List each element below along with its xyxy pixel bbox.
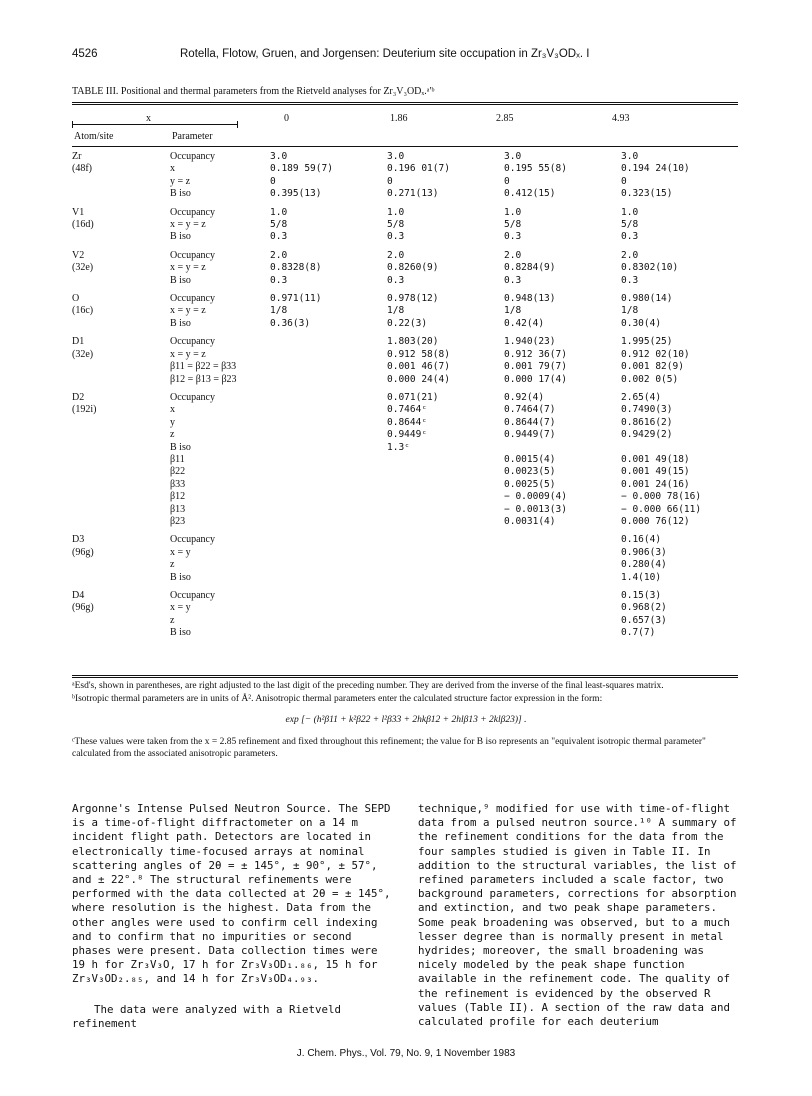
atom-site-cell: Zr bbox=[72, 151, 82, 162]
value-cell bbox=[270, 584, 387, 602]
value-cell bbox=[270, 528, 387, 546]
value-cell: 0.3 bbox=[270, 231, 288, 243]
value-cell: 1.0 bbox=[504, 206, 522, 218]
atom-site-cell: (32e) bbox=[72, 348, 94, 360]
value-cell: 5/8 bbox=[270, 219, 288, 231]
atom-site-cell: (96g) bbox=[72, 546, 94, 558]
table-row bbox=[72, 547, 738, 559]
value-cell bbox=[270, 429, 387, 441]
head-parameter: Parameter bbox=[172, 131, 213, 142]
value-cell bbox=[387, 479, 504, 491]
value-cell: 0.3 bbox=[621, 274, 639, 286]
table-row bbox=[72, 201, 738, 219]
value-cell: 0.7(7) bbox=[621, 627, 656, 639]
atom-site-cell bbox=[72, 504, 170, 516]
value-cell: 0.912 36(7) bbox=[504, 348, 567, 360]
value-cell: 1.995(25) bbox=[621, 336, 673, 348]
table-head-rule bbox=[72, 146, 738, 147]
value-cell: 0.971(11) bbox=[270, 293, 322, 305]
atom-site-cell bbox=[72, 442, 170, 454]
value-cell bbox=[270, 374, 387, 386]
value-cell: 0.0031(4) bbox=[504, 515, 556, 527]
value-cell: 0.412(15) bbox=[504, 188, 556, 200]
parameter-cell: Occupancy bbox=[170, 249, 215, 261]
value-cell bbox=[387, 602, 504, 614]
atom-site-cell: (192i) bbox=[72, 404, 97, 416]
value-cell bbox=[504, 584, 621, 602]
atom-site-cell bbox=[72, 516, 170, 528]
value-cell bbox=[504, 615, 621, 627]
value-cell: 0.3 bbox=[270, 274, 288, 286]
table-row bbox=[72, 404, 738, 416]
value-cell: 0.189 59(7) bbox=[270, 163, 333, 175]
value-cell: 0.36(3) bbox=[270, 317, 311, 329]
value-cell: 3.0 bbox=[621, 151, 639, 162]
value-cell: 0.000 24(4) bbox=[387, 373, 450, 385]
atom-site-cell: O bbox=[72, 293, 80, 305]
body-paragraph: Argonne's Intense Pulsed Neutron Source. The SEPD is a time-of-flight diffractometer on a 14 m incident flight path. Detectors are located in electronically time-focused arrays at nominal scattering angles of 2θ = ± 145°, ± 90°, ± 57°, and ± 22°.⁸ The structural refinements were performed with the data collected at 2θ = ± 145°, where resolution is the highest. Data from the other angles were used to confirm cell indexing and to confirm that no impurities or second phases were present. Data collection times were 19 h for Zr₃V₃O, 17 h for Zr₃V₃OD₁.₈₆, 15 h for Zr₃V₃OD₂.₈₅, and 14 h for Zr₃V₃OD₄.₉₃. bbox=[72, 802, 391, 986]
value-cell: 0.980(14) bbox=[621, 293, 673, 305]
parameter-cell: β12 = β13 = β23 bbox=[170, 373, 237, 385]
value-cell: 1.0 bbox=[621, 206, 639, 218]
table-row bbox=[72, 275, 738, 287]
atom-site-cell bbox=[72, 559, 170, 571]
value-cell bbox=[387, 547, 504, 559]
table-row bbox=[72, 627, 738, 639]
value-cell: 0.8644ᶜ bbox=[387, 416, 428, 428]
atom-site-cell: D4 bbox=[72, 590, 85, 601]
x-label: x bbox=[146, 113, 151, 124]
value-cell: 0.22(3) bbox=[387, 317, 428, 329]
value-cell bbox=[270, 349, 387, 361]
atom-site-cell bbox=[72, 188, 170, 200]
table-row bbox=[72, 287, 738, 305]
value-cell: 0.8644(7) bbox=[504, 416, 556, 428]
value-cell bbox=[270, 330, 387, 348]
atom-site-cell: (48f) bbox=[72, 163, 92, 175]
parameter-cell: x = y bbox=[170, 602, 191, 614]
value-cell: 1/8 bbox=[387, 305, 405, 317]
value-cell: 0 bbox=[621, 175, 627, 187]
value-cell bbox=[387, 516, 504, 528]
value-cell: − 0.0013(3) bbox=[504, 503, 567, 515]
value-cell bbox=[270, 504, 387, 516]
running-title: Rotella, Flotow, Gruen, and Jorgensen: Deuterium site occupation in Zr₃V₃ODₓ. I bbox=[180, 48, 590, 60]
body-column-left bbox=[72, 802, 392, 1031]
value-cell bbox=[504, 559, 621, 571]
parameter-cell: B iso bbox=[170, 231, 191, 243]
table-row bbox=[72, 572, 738, 584]
value-cell bbox=[270, 491, 387, 503]
value-cell bbox=[270, 627, 387, 639]
table-top-rule-2 bbox=[72, 104, 738, 105]
value-cell bbox=[387, 466, 504, 478]
value-cell bbox=[270, 466, 387, 478]
atom-site-cell: D2 bbox=[72, 391, 85, 403]
value-cell: 2.0 bbox=[621, 249, 639, 261]
parameter-cell: B iso bbox=[170, 571, 191, 583]
value-cell bbox=[270, 442, 387, 454]
value-cell: 0.657(3) bbox=[621, 614, 667, 626]
value-cell: 0.42(4) bbox=[504, 317, 545, 329]
atom-site-cell bbox=[72, 572, 170, 584]
table-row bbox=[72, 386, 738, 404]
value-cell: 0.8302(10) bbox=[621, 262, 679, 274]
value-cell: 0.000 76(12) bbox=[621, 515, 690, 527]
atom-site-cell bbox=[72, 275, 170, 287]
atom-site-cell bbox=[72, 176, 170, 188]
value-cell bbox=[270, 417, 387, 429]
value-cell: 0 bbox=[387, 175, 393, 187]
value-cell bbox=[270, 559, 387, 571]
table-row bbox=[72, 219, 738, 231]
value-cell: 1.803(20) bbox=[387, 336, 439, 348]
atom-site-cell: (32e) bbox=[72, 262, 94, 274]
value-cell: 0.001 49(18) bbox=[621, 453, 690, 465]
value-cell bbox=[270, 615, 387, 627]
value-cell: 0.30(4) bbox=[621, 317, 662, 329]
table-caption: TABLE III. Positional and thermal parameters from the Rietveld analyses for Zr₃V₃ODₓ.ᵃ'ᵇ bbox=[72, 86, 435, 97]
table-row bbox=[72, 429, 738, 441]
x-value-1: 1.86 bbox=[390, 113, 408, 124]
atom-site-cell bbox=[72, 361, 170, 373]
atom-site-cell: (96g) bbox=[72, 602, 94, 614]
value-cell: 0.3 bbox=[504, 231, 522, 243]
table-row bbox=[72, 559, 738, 571]
value-cell: 0.912 58(8) bbox=[387, 348, 450, 360]
atom-site-cell: (16c) bbox=[72, 305, 94, 317]
value-cell: 0.7464ᶜ bbox=[387, 404, 428, 416]
parameter-cell: Occupancy bbox=[170, 391, 215, 403]
parameter-cell: x = y bbox=[170, 546, 191, 558]
value-cell: 0.000 17(4) bbox=[504, 373, 567, 385]
parameter-cell: x = y = z bbox=[170, 219, 206, 231]
value-cell bbox=[387, 504, 504, 516]
atom-site-cell bbox=[72, 627, 170, 639]
x-span-line bbox=[72, 124, 238, 125]
parameter-cell: Occupancy bbox=[170, 534, 215, 546]
value-cell: 0.001 46(7) bbox=[387, 361, 450, 373]
value-cell: 0.912 02(10) bbox=[621, 348, 690, 360]
parameter-cell: z bbox=[170, 559, 175, 571]
table-row bbox=[72, 151, 738, 163]
table-footnotes bbox=[72, 680, 740, 761]
value-cell: 0.194 24(10) bbox=[621, 163, 690, 175]
footnote-equation: exp [− (h²β11 + k²β22 + l²β33 + 2hkβ12 + 2hlβ13 + 2klβ23)] . bbox=[285, 715, 527, 726]
parameter-cell: β23 bbox=[170, 515, 186, 527]
value-cell bbox=[270, 361, 387, 373]
value-cell: 0.15(3) bbox=[621, 590, 662, 601]
atom-site-cell bbox=[72, 429, 170, 441]
table-row bbox=[72, 417, 738, 429]
atom-site-cell bbox=[72, 615, 170, 627]
journal-footer: J. Chem. Phys., Vol. 79, No. 9, 1 November 1983 bbox=[296, 1048, 516, 1059]
value-cell: 1/8 bbox=[504, 305, 522, 317]
table-row bbox=[72, 491, 738, 503]
parameter-cell: Occupancy bbox=[170, 336, 215, 348]
parameter-cell: Occupancy bbox=[170, 590, 215, 601]
value-cell bbox=[270, 516, 387, 528]
value-cell bbox=[504, 627, 621, 639]
atom-site-cell bbox=[72, 374, 170, 386]
parameter-cell: B iso bbox=[170, 188, 191, 200]
value-cell: 0.271(13) bbox=[387, 188, 439, 200]
value-cell bbox=[621, 442, 738, 454]
value-cell bbox=[387, 491, 504, 503]
parameter-cell: x bbox=[170, 404, 175, 416]
value-cell: 0.8260(9) bbox=[387, 262, 439, 274]
table-row bbox=[72, 516, 738, 528]
table-row bbox=[72, 466, 738, 478]
value-cell bbox=[504, 572, 621, 584]
value-cell: 0.3 bbox=[387, 274, 405, 286]
value-cell: 1.940(23) bbox=[504, 336, 556, 348]
value-cell: − 0.000 66(11) bbox=[621, 503, 702, 515]
atom-site-cell: V2 bbox=[72, 249, 85, 261]
parameter-cell: y bbox=[170, 416, 175, 428]
table-row bbox=[72, 602, 738, 614]
value-cell: 0 bbox=[504, 175, 510, 187]
value-cell: 0.3 bbox=[504, 274, 522, 286]
parameter-cell: β22 bbox=[170, 466, 186, 478]
parameters-table bbox=[72, 151, 738, 640]
value-cell bbox=[387, 528, 504, 546]
value-cell: 0.8284(9) bbox=[504, 262, 556, 274]
parameter-cell: x bbox=[170, 163, 175, 175]
value-cell: 5/8 bbox=[504, 219, 522, 231]
value-cell bbox=[387, 615, 504, 627]
table-row bbox=[72, 479, 738, 491]
table-row bbox=[72, 349, 738, 361]
table-row bbox=[72, 305, 738, 317]
table-row bbox=[72, 188, 738, 200]
table-row bbox=[72, 442, 738, 454]
table-row bbox=[72, 374, 738, 386]
atom-site-cell: D3 bbox=[72, 534, 85, 546]
table-row bbox=[72, 318, 738, 330]
footnote-a: ᵃEsd's, shown in parentheses, are right adjusted to the last digit of the preceding number. They are derived from the inverse of the final least-squares matrix. bbox=[72, 681, 664, 691]
value-cell: 0.195 55(8) bbox=[504, 163, 567, 175]
value-cell bbox=[504, 602, 621, 614]
atom-site-cell: V1 bbox=[72, 206, 85, 218]
value-cell: 0.001 82(9) bbox=[621, 361, 684, 373]
page-number: 4526 bbox=[72, 48, 98, 60]
table-row bbox=[72, 244, 738, 262]
value-cell: 0 bbox=[270, 175, 276, 187]
value-cell: 0.16(4) bbox=[621, 534, 662, 546]
value-cell bbox=[504, 528, 621, 546]
value-cell: 3.0 bbox=[387, 151, 405, 162]
atom-site-cell bbox=[72, 417, 170, 429]
value-cell bbox=[387, 627, 504, 639]
value-cell bbox=[504, 442, 621, 454]
value-cell: 5/8 bbox=[387, 219, 405, 231]
x-value-3: 4.93 bbox=[612, 113, 630, 124]
value-cell: 0.001 24(16) bbox=[621, 478, 690, 490]
parameter-cell: β33 bbox=[170, 478, 186, 490]
parameter-cell: B iso bbox=[170, 627, 191, 639]
value-cell: 0.001 49(15) bbox=[621, 466, 690, 478]
value-cell: 3.0 bbox=[270, 151, 288, 162]
parameter-cell: Occupancy bbox=[170, 293, 215, 305]
table-row bbox=[72, 504, 738, 516]
value-cell bbox=[270, 479, 387, 491]
value-cell: 5/8 bbox=[621, 219, 639, 231]
atom-site-cell bbox=[72, 491, 170, 503]
value-cell: 0.978(12) bbox=[387, 293, 439, 305]
value-cell: 1/8 bbox=[270, 305, 288, 317]
footnote-c: ᶜThese values were taken from the x = 2.85 refinement and fixed throughout this refinement; the value for B iso represents an "equivalent isotropic thermal parameter" calculated from the associated anisotropic parameters. bbox=[72, 736, 706, 760]
value-cell bbox=[504, 547, 621, 559]
atom-site-cell bbox=[72, 479, 170, 491]
footnote-b: ᵇIsotropic thermal parameters are in units of Å². Anisotropic thermal parameters enter the calculated structure factor expression in the form: bbox=[72, 693, 603, 704]
parameter-cell: x = y = z bbox=[170, 348, 206, 360]
atom-site-cell bbox=[72, 318, 170, 330]
table-row bbox=[72, 584, 738, 602]
table-bottom-rule-2 bbox=[72, 677, 738, 678]
atom-site-cell bbox=[72, 231, 170, 243]
value-cell: 0.8616(2) bbox=[621, 416, 673, 428]
body-column-right bbox=[418, 802, 748, 1029]
value-cell: 0.071(21) bbox=[387, 391, 439, 403]
parameter-cell: β11 = β22 = β33 bbox=[170, 361, 237, 373]
value-cell bbox=[387, 559, 504, 571]
value-cell: 0.9429(2) bbox=[621, 429, 673, 441]
table-top-rule bbox=[72, 102, 738, 103]
value-cell: 0.9449ᶜ bbox=[387, 429, 428, 441]
parameter-cell: x = y = z bbox=[170, 262, 206, 274]
value-cell: 1.4(10) bbox=[621, 571, 662, 583]
value-cell: 0.968(2) bbox=[621, 602, 667, 614]
value-cell: 0.0015(4) bbox=[504, 453, 556, 465]
parameter-cell: z bbox=[170, 614, 175, 626]
value-cell: 3.0 bbox=[504, 151, 522, 162]
atom-site-cell: D1 bbox=[72, 336, 85, 348]
value-cell: 2.0 bbox=[270, 249, 288, 261]
value-cell: 0.001 79(7) bbox=[504, 361, 567, 373]
body-paragraph: The data were analyzed with a Rietveld refinement bbox=[72, 1002, 342, 1030]
value-cell bbox=[270, 602, 387, 614]
value-cell: 0.7464(7) bbox=[504, 404, 556, 416]
value-cell bbox=[270, 454, 387, 466]
value-cell: 0.0023(5) bbox=[504, 466, 556, 478]
value-cell: 0.0025(5) bbox=[504, 478, 556, 490]
value-cell: 0.7490(3) bbox=[621, 404, 673, 416]
atom-site-cell: (16d) bbox=[72, 219, 94, 231]
value-cell: 1/8 bbox=[621, 305, 639, 317]
value-cell: 1.0 bbox=[270, 206, 288, 218]
value-cell: 2.65(4) bbox=[621, 391, 662, 403]
value-cell: 2.0 bbox=[387, 249, 405, 261]
value-cell: 1.3ᶜ bbox=[387, 441, 410, 453]
value-cell: 0.92(4) bbox=[504, 391, 545, 403]
value-cell: 0.906(3) bbox=[621, 546, 667, 558]
atom-site-cell bbox=[72, 466, 170, 478]
table-row bbox=[72, 330, 738, 348]
table-row bbox=[72, 262, 738, 274]
value-cell: − 0.0009(4) bbox=[504, 491, 567, 503]
table-row bbox=[72, 231, 738, 243]
parameter-cell: B iso bbox=[170, 274, 191, 286]
value-cell: 0.280(4) bbox=[621, 559, 667, 571]
parameter-cell: β11 bbox=[170, 453, 185, 465]
parameter-cell: x = y = z bbox=[170, 305, 206, 317]
value-cell: 0.3 bbox=[621, 231, 639, 243]
value-cell: 0.002 0(5) bbox=[621, 373, 679, 385]
table-row bbox=[72, 176, 738, 188]
table-row bbox=[72, 361, 738, 373]
value-cell bbox=[387, 572, 504, 584]
value-cell: 0.395(13) bbox=[270, 188, 322, 200]
value-cell: 0.9449(7) bbox=[504, 429, 556, 441]
table-row bbox=[72, 163, 738, 175]
value-cell bbox=[270, 572, 387, 584]
parameter-cell: B iso bbox=[170, 441, 191, 453]
value-cell: 0.8328(8) bbox=[270, 262, 322, 274]
parameter-cell: β13 bbox=[170, 503, 186, 515]
value-cell: 2.0 bbox=[504, 249, 522, 261]
value-cell: 1.0 bbox=[387, 206, 405, 218]
table-row bbox=[72, 454, 738, 466]
parameter-cell: y = z bbox=[170, 175, 191, 187]
value-cell bbox=[270, 547, 387, 559]
value-cell bbox=[270, 386, 387, 404]
head-atom-site: Atom/site bbox=[74, 131, 114, 142]
value-cell bbox=[387, 454, 504, 466]
parameter-cell: B iso bbox=[170, 317, 191, 329]
parameter-cell: Occupancy bbox=[170, 206, 215, 218]
x-value-0: 0 bbox=[284, 113, 289, 124]
table-row bbox=[72, 528, 738, 546]
value-cell: 0.948(13) bbox=[504, 293, 556, 305]
x-value-2: 2.85 bbox=[496, 113, 514, 124]
value-cell bbox=[387, 584, 504, 602]
value-cell: 0.196 01(7) bbox=[387, 163, 450, 175]
value-cell: 0.323(15) bbox=[621, 188, 673, 200]
parameter-cell: Occupancy bbox=[170, 151, 215, 162]
atom-site-cell bbox=[72, 454, 170, 466]
value-cell bbox=[270, 404, 387, 416]
table-bottom-rule bbox=[72, 675, 738, 676]
table-row bbox=[72, 615, 738, 627]
parameter-cell: z bbox=[170, 429, 175, 441]
value-cell: − 0.000 78(16) bbox=[621, 491, 702, 503]
parameter-cell: β12 bbox=[170, 491, 186, 503]
value-cell: 0.3 bbox=[387, 231, 405, 243]
body-paragraph: technique,⁹ modified for use with time-of-flight data from a pulsed neutron source.¹⁰ A summary of the refinement conditions for the data from the four samples studied is given in Table II. In addition to the structural variables, the list of refined parameters included a scale factor, two background parameters, corrections for absorption and extinction, and two peak shape parameters. Some peak broadening was observed, but to a much lesser degree than is normally present in metal hydrides; moreover, the small broadening was nicely modeled by the peak shape function available in the refinement code. The quality of the refinement is evidenced by the observed R values (Table II). A section of the raw data and calculated profile for each deuterium bbox=[418, 802, 737, 1029]
